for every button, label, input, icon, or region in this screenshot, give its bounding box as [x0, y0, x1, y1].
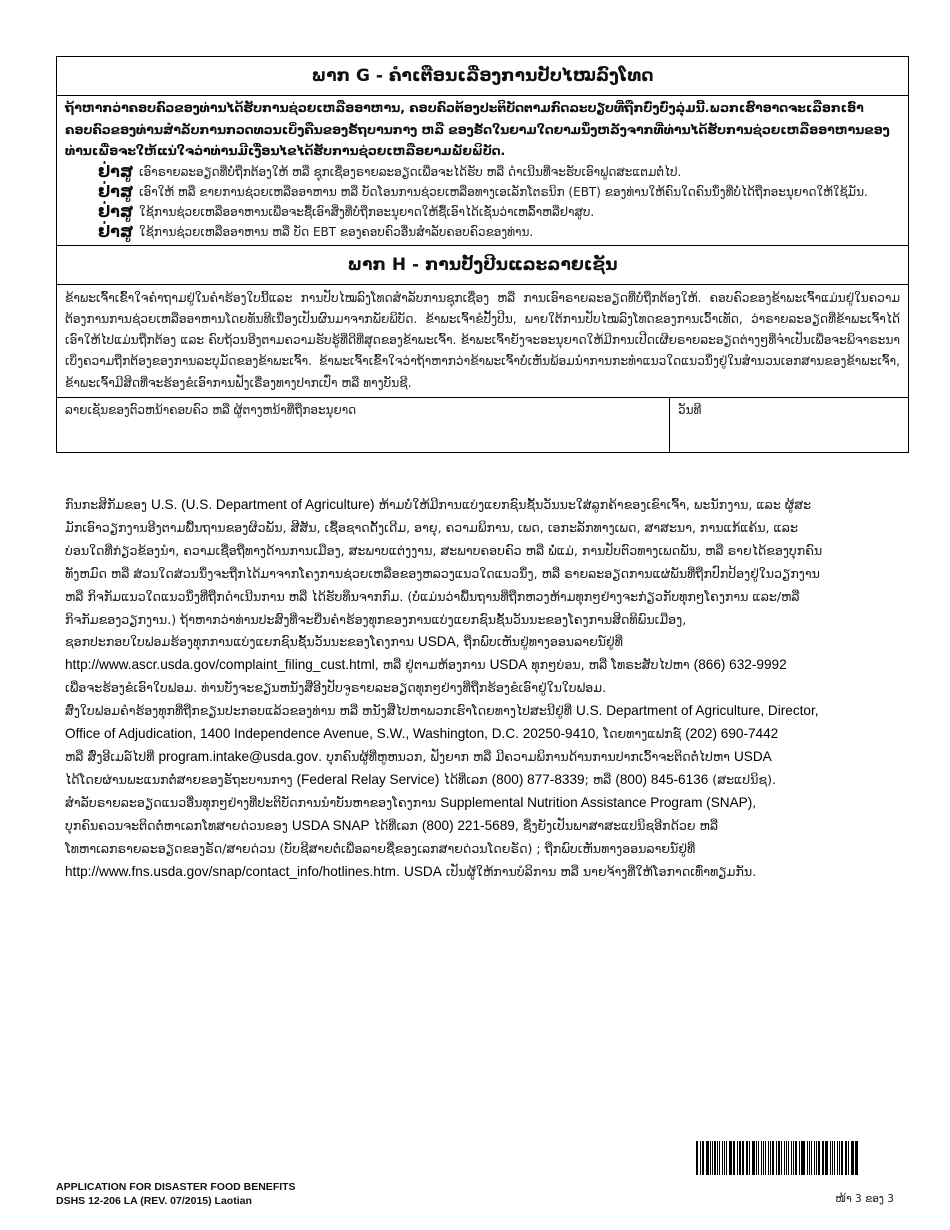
statement-run: ກົນກະສິກັມຂອງ: [65, 497, 151, 512]
signature-label: ລາຍເຊັນຂອງຕົວຫນ້າຄອບຄົວ ຫລື ຜູ້ຕາງຫນ້າທີ່ຖືກອະນຸຍາດ: [65, 402, 357, 417]
statement-run: ບຸກຄົນຄວນຈະຕິດຕໍ່ຫາເລກໂທສາຍດ່ວນຂອງ: [65, 817, 292, 833]
barcode-bar: [702, 1141, 703, 1175]
statement-run: USDA: [489, 657, 528, 673]
dont-item: [65, 222, 900, 242]
signature-field[interactable]: [57, 398, 670, 452]
statement-line: [65, 792, 905, 815]
statement-run: ຫລື ສົ່ງອີເມລ໌ໄປທີ່: [65, 748, 159, 764]
barcode-bar: [712, 1141, 713, 1175]
barcode-bar: [765, 1141, 767, 1175]
barcode-bar: [825, 1141, 828, 1175]
form-frame: [56, 56, 909, 453]
barcode-bar: [823, 1141, 824, 1175]
part-h-heading: ພາກ H - ການປັ້ງປີນແລະລາຍເຊັນ: [347, 254, 618, 275]
signature-row: [57, 398, 908, 452]
statement-run: ສຳລັບຣາຍລະອຽດແນວອື່ນທຸກໆຢ່າງທີ່ປະຕິບັດການນຳບັນຫາຂອງໂຄງການ: [65, 794, 441, 810]
barcode-bar: [717, 1141, 718, 1175]
barcode-bar: [763, 1141, 764, 1175]
statement-run: ມັກເອົາວຽກງານອີງຕາມພື້ນຖານຂອງຜິວພັນ, ສີສັນ, ເຊື້ອຊາດດັ້ງເດີມ, ອາຍຸ, ຄວາມພິການ, ເພດ, ເອກະລັກທາງເພດ, ສາສະນາ, ການແກ້ແຄ້ນ, ແລະ: [65, 519, 798, 535]
barcode-bar: [793, 1141, 794, 1175]
statement-run: ໂທຫາເລກຣາຍລະອຽດຂອງຣັດ/ສາຍດ່ວນ (ບັບຊີສາຍຕໍ່ເພື່ອລາຍຊື່ຂອງເລກສາຍດ່ວນໂດຍຣັດ) ; ຖືກພົບເຫັນທາງອອນລາຍນ໌ຢູ່ທີ່: [65, 840, 696, 856]
barcode-bar: [784, 1141, 785, 1175]
statement-run: U.S. Department of Agriculture, Director,: [576, 703, 819, 719]
date-field[interactable]: [670, 398, 908, 452]
statement-run: ຊອກປະກອບໃບຟອມຮ້ອງທຸກການແບ່ງແຍກຊົນຊັ້ນວັນນະຂອງໂຄງການ: [65, 634, 418, 650]
statement-run: , ໂດຍທາງແຟກຊ໌: [595, 726, 686, 742]
dont-tag: ຢ່າສູ: [98, 201, 134, 221]
statement-line: [65, 563, 905, 586]
barcode-bar: [714, 1141, 716, 1175]
statement-run: (800) 221-5689: [421, 817, 515, 833]
statement-line: [65, 815, 905, 838]
form-id: DSHS 12-206 LA (REV. 07/2015) Laotian: [56, 1195, 252, 1207]
barcode-bar: [726, 1141, 727, 1175]
barcode-bar: [856, 1141, 858, 1175]
statement-run: , ຫລື ຢູ່ຕາມຫ້ອງການ: [374, 657, 490, 673]
barcode-bar: [706, 1141, 709, 1175]
statement-run: ເພື່ອຈະຮ້ອງຂໍເອົາໃບຟອມ. ທ່ານບັງຈະຂຽນຫນັງສືອີງປັບຈູຣາຍລະອຽດທຸກໆຢ່າງທີ່ຖືກຮ້ອງຂໍເອົາຢູ່ໃນໃບຟອມ.: [65, 680, 607, 696]
dont-item: [65, 202, 900, 222]
barcode-bar: [846, 1141, 847, 1175]
statement-run: ທຸກໆບ່ອນ, ຫລື ໂທຣະສັບໄປຫາ: [527, 657, 694, 673]
statement-run: ໄດ້ໂດຍຜ່ານພະແນກຕໍ່ສາຍຂອງຣັຖະບານກາງ: [65, 771, 297, 787]
barcode-bar: [841, 1141, 843, 1175]
statement-line: [65, 861, 905, 884]
barcode-bar: [747, 1141, 748, 1175]
barcode-bar: [746, 1141, 747, 1175]
statement-run: ກິຈກັມຂອງວຽກງານ.) ຖ້າຫາກວ່າທ່ານປະສົງທີ່ຈະຍື່ນຄຳຮ້ອງທຸກຂອງການແບ່ງແຍກຊົນຊັ້ນວັນນະຂອງໂຄງການສິດທິພົນເມືອງ,: [65, 611, 687, 627]
barcode-bar: [781, 1141, 782, 1175]
statement-line: [65, 517, 905, 540]
form-title: APPLICATION FOR DISASTER FOOD BENEFITS: [56, 1181, 296, 1193]
barcode-bar: [851, 1141, 854, 1175]
statement-run: ,: [752, 794, 757, 810]
dont-text: ເອົາຣາຍລະອຽດທີ່ບໍ່ຖືກຕ້ອງໃຫ້ ຫລື ຊຸກເຊື່ອງຣາຍລະອຽດເພື່ອຈະໄດ້ຮັບ ຫລື ດຳເນີນທີ່ຈະຮັບເອົາຟູດສະແຕມຕໍ່ໄປ.: [139, 164, 682, 179]
dont-tag: ຢ່າສູ: [98, 221, 134, 241]
statement-run: program.intake@usda.gov: [158, 748, 319, 764]
barcode-bar: [822, 1141, 823, 1175]
statement-run: , ຖືກພົບເຫັນຢູ່ທາງອອນລາຍນ໌ຢູ່ທີ່: [455, 634, 623, 650]
barcode-bar: [696, 1141, 698, 1175]
statement-line: [65, 723, 905, 746]
barcode-bar: [742, 1141, 744, 1175]
statement-run: http://www.fns.usda.gov/snap/contact_info/hotlines.htm: [65, 863, 396, 879]
statement-run: ທັງຫມົດ ຫລື ສ່ວນໃດສ່ວນນຶ່ງຈະຖືກໄດ້ມາຈາກໂຄງການຊ່ວຍເຫລືອຂອງຫລວງແນວໃດແນວນຶ່ງ, ຫລື ຣາຍລະອຽດການແຜ່ພັນທີ່ຖືກປົກປ້ອງຢູ່ໃນວຽກງານ: [65, 565, 820, 581]
barcode-bar: [703, 1141, 704, 1175]
barcode-bar: [799, 1141, 800, 1175]
statement-line: [65, 586, 905, 609]
statement-run: .: [395, 863, 404, 879]
barcode: [696, 1141, 860, 1175]
barcode-bar: [811, 1141, 812, 1175]
part-g-heading: ພາກ G - ຄຳເຕືອນເລື່ອງການປັບໄໝລົງໂທດ: [311, 66, 654, 86]
statement-run: ເປັນຜູ້ໃຫ້ການບໍລິການ ຫລື ນາຍຈ້າງທີ່ໃຫ້ໂອກາດເທົ່າທຽມກັນ.: [441, 863, 757, 879]
barcode-bar: [845, 1141, 846, 1175]
dont-item: [65, 162, 900, 182]
statement-run: (Federal Relay Service): [296, 771, 440, 787]
part-g-intro: ຖ້າຫາກວ່າຄອບຄົວຂອງທ່ານໄດ້ຮັບການຊ່ວຍເຫລືອອາຫານ, ຄອບຄົວຕ້ອງປະຕິບັດຕາມກົດລະບຽບທີ່ຖືກບົ່ງບົ່ງລຸ່ມນີ້.ພວກເຮົາອາດຈະເລືອກເອົາຄອບຄົວຂອງທ່ານສຳລັບການກວດທວນເບິ່ງຄືນຂອງຣັຖບານກາງ ຫລື ຂອງຣັດໃນຍາມໃດຍາມນຶ່ງຫລັງຈາກທີ່ທ່ານໄດ້ຮັບການຊ່ວຍເຫລືອອາຫານຂອງທ່ານເພື່ອຈະໃຫ້ແນ່ໃຈວ່າທ່ານມີເງື່ອນໄຂໄດ້ຮັບການຊ່ວຍເຫລືອຍາມພັຍພິບັດ.: [65, 100, 890, 158]
barcode-bar: [719, 1141, 720, 1175]
statement-run: ໄດ້ທີ່ເລກ: [439, 771, 492, 787]
statement-run: ບ່ອນໃດທີ່ກ່ຽວຂ້ອງນຳ, ຄວາມເຊື່ອຖືທາງດ້ານການເມືອງ, ສະພາບແຕ່ງງານ, ສະພາບຄອບຄົວ ຫລື ພໍ່ແມ່, ການປັບຕົວທາງເພດພັນ, ຫລື ຣາຍໄດ້ຂອງບຸກຄົນ: [65, 542, 823, 558]
statement-run: ໄດ້ທີ່ເລກ: [369, 817, 422, 833]
statement-line: [65, 700, 905, 723]
statement-run: USDA SNAP: [291, 817, 370, 833]
dont-text: ໃຊ້ການຊ່ວຍເຫລືອອາຫານເພື່ອຈະຊື້ເອົາສິ່ງທີ່ບໍ່ຖືກອະນຸຍາດໃຫ້ຊື້ເອົາໄດ້ເຊັ່ນວ່າເຫລົ້າຫລືຢາສູບ.: [139, 204, 595, 219]
statement-run: USDA: [733, 748, 772, 764]
barcode-bar: [733, 1141, 734, 1175]
statement-run: USDA: [417, 634, 456, 650]
statement-line: [65, 769, 905, 792]
date-label: ວັນທີ: [678, 402, 702, 417]
statement-run: (866) 632-9992: [693, 657, 787, 673]
statement-run: . ບຸກຄົນຜູ້ທີ່ຫູຫນວກ, ຟັງຍາກ ຫລື ມີຄວາມພິການດ້ານການປາກເວົ້າຈະຕິດຕໍ່ໄປຫາ: [318, 748, 734, 764]
barcode-bar: [734, 1141, 735, 1175]
barcode-bar: [791, 1141, 792, 1175]
barcode-bar: [786, 1141, 787, 1175]
statement-run: ; ຫລື: [584, 771, 616, 787]
part-h-certification-text: ຂ້າພະເຈົ້າເຂົ້າໃຈຄຳຖາມຢູ່ໃນຄຳຮ້ອງໃບນີ້ແລະ ການປັບໄໝລົງໂທດສຳລັບການຊຸກເຊື່ອງ ຫລື ການເອົາຣາຍລະອຽດທີ່ບໍ່ຖືກຕ້ອງໃຫ້. ຄອບຄົວຂອງຂ້າພະເຈົ້າແມ່ນຢູ່ໃນຄວາມຕ້ອງການການຊ່ວຍເຫລືອອາຫານໂດຍທັນທີເນື່ອງເປັນຜົນມາຈາກພັຍພິບັດ. ຂ້າພະເຈົ້າຂໍປັ້ງປີນ, ພາຍໃຕ້ການປັບໄໝລົງໂທດຂອງການເວົ້າເທັດ, ວ່າຣາຍລະອຽດທີ່ຂ້າພະເຈົ້າໄດ້ເອົາໃຫ້ໄປແມ່ນຖືກຕ້ອງ ແລະ ຄົບຖ້ວນອີງຕາມຄວາມຮັບຮູ້ທີ່ດີທີ່ສຸດຂອງຂ້າພະເຈົ້າ. ຂ້າພະເຈົ້າຍັງຈະອະນຸຍາດໃຫ້ມີການເປີດເຜີຍຣາຍລະອຽດຕ່າງໆທີ່ຈຳເປັນເພື່ອຈະພິຈາຣະນາເບິ່ງຄວາມຖືກຕ້ອງຂອງການລະບຸມັດຂອງຂ້າພະເຈົ້າ. ຂ້າພະເຈົ້າເຂົ້າໃຈວ່າຖ້າຫາກວ່າຂ້າພະເຈົ້າບໍ່ເຫັນພ້ອມນຳການກະທຳແນວໃດແນວນຶ່ງຢູ່ໃນສຳນວນເອກສານຂອງຂ້າພະເຈົ້າ, ຂ້າພະເຈົ້າມີສິດທີ່ຈະຮ້ອງຂໍເອົາການຟັງເຣື່ອງທາງປາກເປົ່າ ຫລື ທາງບັນຊີ.: [65, 290, 900, 390]
dont-text: ເອົາໃຫ້ ຫລື ຂາຍການຊ່ວຍເຫລືອອາຫານ ຫລື ບັດໂອນການຊ່ວຍເຫລືອທາງເອເລັກໂຕຣນິກ (EBT) ຂອງທ່ານໃຫ້ຄົນໃດຄົນນຶ່ງທີ່ບໍ່ໄດ້ຖືກອະນຸຍາດໃຫ້ໃຊ້ມັນ.: [139, 184, 868, 199]
barcode-bar: [818, 1141, 820, 1175]
barcode-bar: [814, 1141, 815, 1175]
statement-line: [65, 494, 905, 517]
statement-line: [65, 631, 905, 654]
statement-run: ຫ້າມບໍ່ໃຫ້ມີການແບ່ງແຍກຊົນຊັ້ນວັນນະໃສ່ລູກຄ້າຂອງເຂົາເຈົ້າ, ພະນັກງານ, ແລະ ຜູ້ສະ: [374, 497, 812, 512]
barcode-bar: [837, 1141, 838, 1175]
part-g-body: [57, 96, 908, 245]
barcode-bar: [809, 1141, 811, 1175]
barcode-bar: [749, 1141, 750, 1175]
barcode-bar: [832, 1141, 833, 1175]
barcode-bar: [700, 1141, 701, 1175]
statement-line: [65, 654, 905, 677]
barcode-bar: [848, 1141, 849, 1175]
barcode-bar: [807, 1141, 808, 1175]
barcode-bar: [752, 1141, 755, 1175]
barcode-bar: [756, 1141, 758, 1175]
barcode-bar: [839, 1141, 840, 1175]
statement-run: (202) 690-7442: [685, 726, 779, 742]
barcode-bar: [761, 1141, 762, 1175]
dont-tag: ຢ່າສູ: [98, 181, 134, 201]
statement-run: (800) 845-6136: [615, 771, 709, 787]
barcode-bar: [802, 1141, 805, 1175]
barcode-bar: [739, 1141, 741, 1175]
statement-line: [65, 677, 905, 700]
statement-run: USDA: [404, 863, 442, 879]
barcode-bar: [729, 1141, 732, 1175]
barcode-bar: [758, 1141, 759, 1175]
statement-run: (ສະແປນິຊ).: [708, 771, 777, 787]
page-number: ໜ້າ 3 ຂອງ 3: [835, 1193, 894, 1205]
form-footer: [56, 1180, 296, 1208]
statement-run: , ຊຶ່ງຍັງເປັນພາສາສະແປນິຊອີກດ້ວຍ ຫລື: [514, 817, 719, 833]
barcode-bar: [801, 1141, 802, 1175]
barcode-bar: [788, 1141, 790, 1175]
barcode-bar: [778, 1141, 781, 1175]
barcode-bar: [770, 1141, 771, 1175]
statement-line: [65, 540, 905, 563]
barcode-bar: [795, 1141, 797, 1175]
barcode-bar: [830, 1141, 831, 1175]
statement-run: Office of Adjudication, 1400 Independence Avenue, S.W., Washington, D.C. 20250-9410: [65, 726, 596, 742]
dont-tag: ຢ່າສູ: [98, 161, 134, 181]
dont-item: [65, 182, 900, 202]
statement-line: [65, 609, 905, 632]
barcode-bar: [772, 1141, 774, 1175]
barcode-bar: [737, 1141, 738, 1175]
statement-line: [65, 746, 905, 769]
statement-run: (800) 877-8339: [491, 771, 585, 787]
barcode-bar: [722, 1141, 724, 1175]
barcode-bar: [710, 1141, 711, 1175]
barcode-bar: [816, 1141, 817, 1175]
statement-run: http://www.ascr.usda.gov/complaint_filing_cust.html: [65, 657, 375, 673]
statement-run: Supplemental Nutrition Assistance Program (SNAP): [440, 794, 753, 810]
statement-run: ຫລື ກິຈກັມແນວໃດແນວນຶ່ງທີ່ຖືກດຳເນີນການ ຫລື ໄດ້ຮັບທຶນຈາກກົມ. (ບໍ່ແມ່ນວ່າພື້ນຖານທີ່ຖືກຫວງຫ້າມທຸກໆຢ່າງຈະກ່ຽວກັບທຸກໆໂຄງການ ແລະ/ຫລື: [65, 588, 800, 604]
barcode-bar: [855, 1141, 856, 1175]
usda-nondiscrimination-statement: [65, 494, 905, 883]
statement-run: ສົ່ງໃບຟອມຄຳຮ້ອງທຸກທີ່ຖືກຂຽນປະກອບແລ້ວຂອງທ່ານ ຫລື ຫນັງສືໄປຫາພວກເຮົາໂດຍທາງໄປສະນີຢູ່ທີ່: [65, 703, 576, 719]
barcode-bar: [834, 1141, 836, 1175]
dont-text: ໃຊ້ການຊ່ວຍເຫລືອອາຫານ ຫລື ບັດ EBT ຂອງຄອບຄົວອື່ນສຳລັບຄອບຄົວຂອງທ່ານ.: [139, 224, 534, 239]
barcode-bar: [776, 1141, 777, 1175]
barcode-bar: [768, 1141, 769, 1175]
statement-run: U.S. (U.S. Department of Agriculture): [150, 497, 375, 512]
barcode-bar: [724, 1141, 725, 1175]
statement-line: [65, 838, 905, 861]
